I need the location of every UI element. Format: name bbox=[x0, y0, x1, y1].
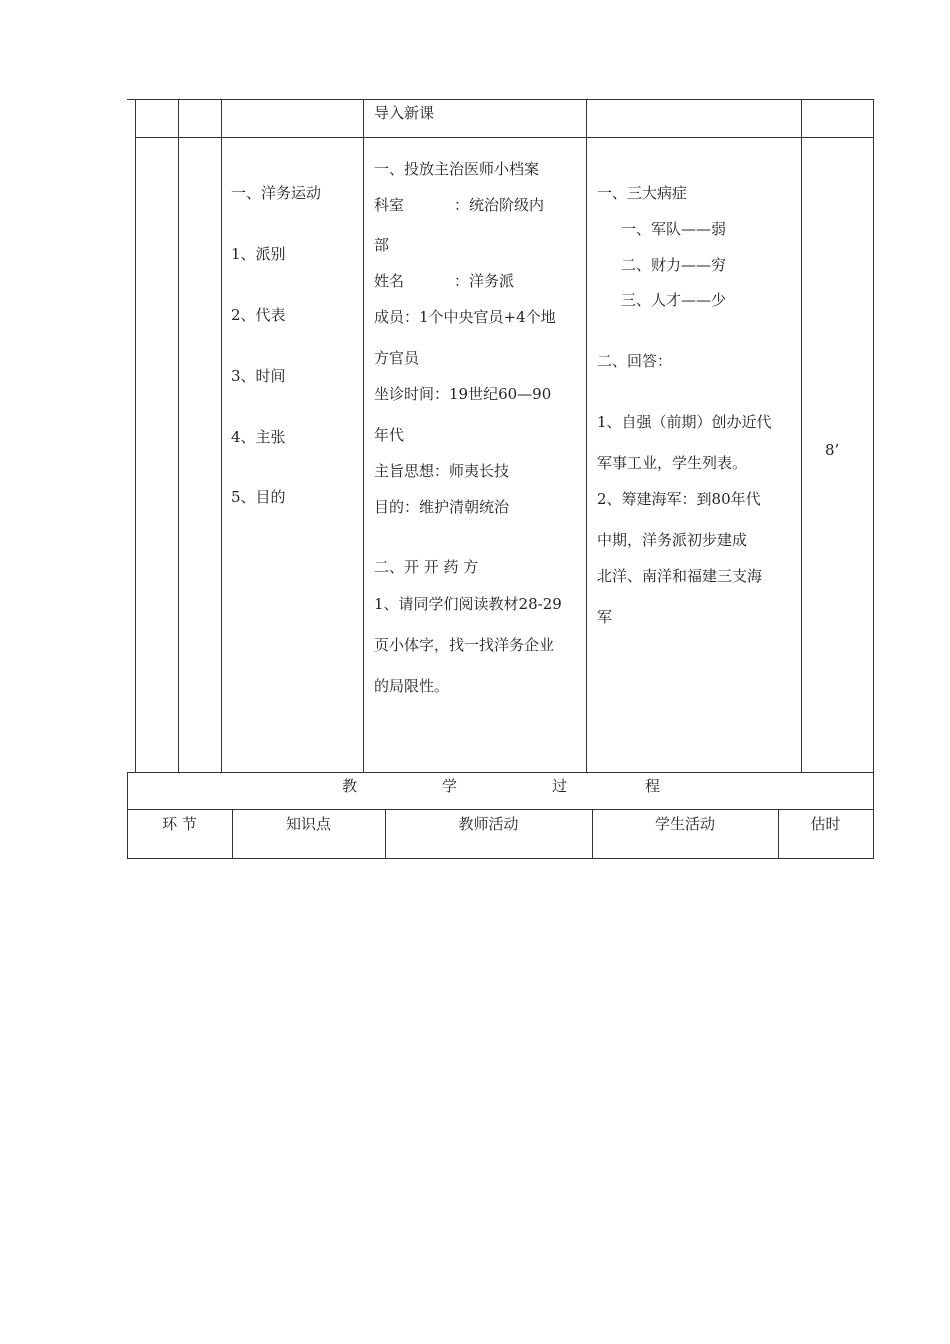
table-row-divider bbox=[127, 809, 874, 810]
table-border-bottom bbox=[127, 858, 874, 859]
process-title-char: 程 bbox=[645, 777, 661, 795]
teacher-read-1: 1、请同学们阅读教材28-29 bbox=[374, 595, 562, 613]
table-col-line bbox=[801, 99, 802, 773]
process-title-char: 教 bbox=[342, 777, 358, 795]
teacher-read-2: 页小体字，找一找洋务企业 bbox=[374, 636, 555, 654]
student-heading-2: 二、回答： bbox=[597, 352, 673, 370]
knowledge-title: 一、洋务运动 bbox=[231, 184, 322, 202]
table-col-line bbox=[586, 99, 587, 773]
header-teacher: 教师活动 bbox=[458, 815, 519, 833]
student-item: 三、人才——少 bbox=[621, 291, 727, 309]
knowledge-item: 3、时间 bbox=[231, 367, 286, 385]
table-col-line bbox=[363, 99, 364, 773]
teacher-heading-1: 一、投放主治医师小档案 bbox=[374, 160, 540, 178]
table-col-line bbox=[135, 99, 136, 773]
student-answer: 2、筹建海军：到80年代 bbox=[597, 490, 761, 508]
table-col-line bbox=[221, 99, 222, 773]
student-answer: 中期，洋务派初步建成 bbox=[597, 531, 748, 549]
knowledge-item: 2、代表 bbox=[231, 306, 286, 324]
table-row-divider bbox=[135, 137, 874, 138]
teacher-purpose: 目的：维护清朝统治 bbox=[374, 498, 510, 516]
header-knowledge: 知识点 bbox=[285, 815, 331, 833]
teacher-heading-2: 二、开 开 药 方 bbox=[374, 558, 479, 576]
table-col-line bbox=[873, 772, 874, 859]
knowledge-item: 5、目的 bbox=[231, 488, 286, 506]
student-answer: 北洋、南洋和福建三支海 bbox=[597, 567, 763, 585]
table-border-top bbox=[127, 772, 874, 773]
teacher-members-1: 成员：1个中央官员+4个地 bbox=[374, 308, 556, 326]
student-item: 二、财力——穷 bbox=[621, 256, 727, 274]
student-answer: 军事工业，学生列表。 bbox=[597, 454, 748, 472]
teacher-time-2: 年代 bbox=[374, 426, 405, 444]
student-item: 一、军队——弱 bbox=[621, 220, 727, 238]
student-heading-1: 一、三大病症 bbox=[597, 184, 688, 202]
teacher-read-3: 的局限性。 bbox=[374, 677, 450, 695]
table-col-line bbox=[873, 99, 874, 773]
knowledge-item: 4、主张 bbox=[231, 428, 286, 446]
process-title-char: 学 bbox=[442, 777, 458, 795]
table-border-top bbox=[127, 99, 874, 100]
knowledge-item: 1、派别 bbox=[231, 245, 286, 263]
teacher-idea: 主旨思想：师夷长技 bbox=[374, 462, 510, 480]
teacher-members-2: 方官员 bbox=[374, 349, 420, 367]
time-estimate: 8’ bbox=[825, 441, 840, 459]
teacher-dept-cont: 部 bbox=[374, 236, 390, 254]
header-time: 估时 bbox=[810, 815, 841, 833]
header-section: 环 节 bbox=[162, 815, 197, 833]
intro-label: 导入新课 bbox=[374, 104, 435, 122]
teacher-dept-line: 科室 ：统治阶级内 bbox=[374, 196, 545, 214]
student-answer: 军 bbox=[597, 608, 613, 626]
student-answer: 1、自强（前期）创办近代 bbox=[597, 413, 772, 431]
process-title-char: 过 bbox=[552, 777, 568, 795]
teacher-time-1: 坐诊时间：19世纪60—90 bbox=[374, 385, 552, 403]
teacher-name-line: 姓名 ：洋务派 bbox=[374, 272, 515, 290]
header-student: 学生活动 bbox=[654, 815, 715, 833]
table-col-line bbox=[178, 99, 179, 773]
